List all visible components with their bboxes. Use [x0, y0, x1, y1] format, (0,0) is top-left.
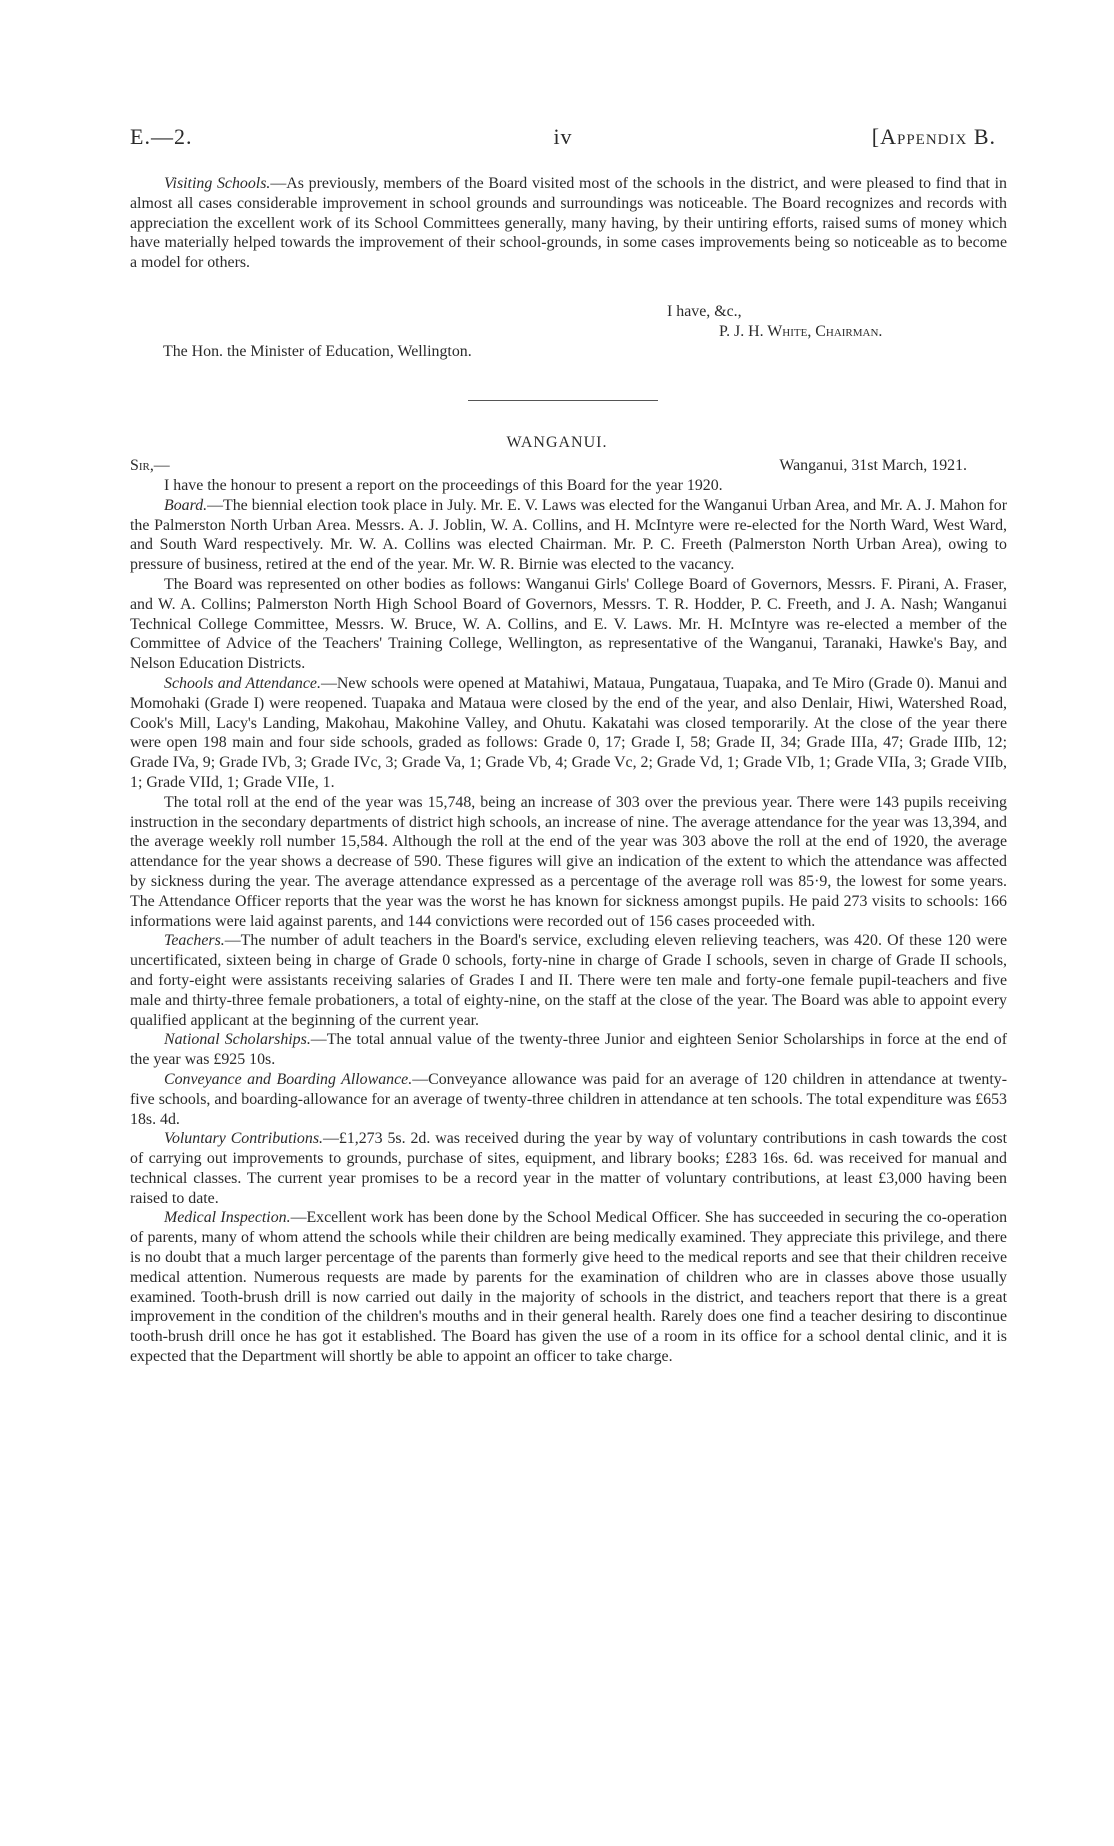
header-appendix-label: [Appendix B. [871, 124, 996, 149]
board-heading: Board. [164, 496, 208, 514]
signoff-signature: P. J. H. White, Chairman. [719, 323, 883, 340]
visiting-schools-text: —As previously, members of the Board visited most of the schools in the district, and were pleased to find that in almost all cases considerable improvement in school grounds and surroundings was noticeable. The Board recognizes and records with appreciation the excellent work of its School Committees generally, many having, by their untiring efforts, raised sums of money which have materially helped towards the improvement of their school-grounds, in some cases improvements being so noticeable as to become a model for others. [130, 175, 1008, 272]
medical-text: —Excellent work has been done by the School Medical Officer. She has succeeded in securing the co-operation of parents, many of whom attend the schools while their children are being medically examined. They appreciate this privilege, and there is no doubt that a much larger percentage of the parents than formerly give heed to the medical reports and see that their children receive medical attention. Numerous requests are made by parents for the examination of children who are in classes above those usually examined. Tooth-brush drill is now carried out daily in the majority of schools in the district, and teachers report that there is a great improvement in the condition of the children's mouths and in their general health. Rarely does one find a teacher desiring to discontinue tooth-brush drill once he has got it established. The Board has given the use of a room in its office for a school dental clinic, and it is expected that the Department will shortly be able to appoint an officer to take charge. [130, 1209, 1008, 1366]
scholarships-text: —The total annual value of the twenty-three Junior and eighteen Senior Scholarships in force at the end of the year was £925 10s. [130, 1031, 1007, 1069]
signoff-addressee: The Hon. the Minister of Education, Wellington. [163, 343, 472, 360]
signoff-have: I have, &c., [667, 303, 742, 320]
report-date: Wanganui, 31st March, 1921. [779, 457, 967, 474]
salutation-line [130, 456, 1007, 476]
teachers-paragraph [130, 931, 1007, 1030]
page-header [130, 124, 996, 154]
scholarships-heading: National Scholarships. [164, 1031, 311, 1049]
schools-paragraph [130, 674, 1007, 793]
medical-paragraph [130, 1208, 1007, 1366]
scholarships-paragraph [130, 1030, 1007, 1070]
header-document-code: E.—2. [130, 124, 193, 149]
schools-heading: Schools and Attendance. [164, 674, 321, 692]
represented-paragraph: The Board was represented on other bodies as follows: Wanganui Girls' College Board of Governors, Messrs. F. Pirani, A. Fraser, and W. A. Collins; Palmerston North High School Board of Governors, Messrs. T. R. Hodder, P. C. Freeth, and J. A. Nash; Wanganui Technical College Committee, Messrs. W. Bruce, W. A. Collins, and E. V. Laws. Mr. H. McIntyre was re-elected a member of the Committee of Advice of the Teachers' Training College, Wellington, as representative of the Wanganui, Taranaki, Hawke's Bay, and Nelson Education Districts. [130, 575, 1007, 673]
voluntary-text: —£1,273 5s. 2d. was received during the year by way of voluntary contributions in cash towards the cost of carrying out improvements to grounds, purchase of sites, equipment, and library books; £283 16s. 6d. was received for manual and technical classes. The current year promises to be a record year in the matter of voluntary contributions, at least £3,000 having been raised to date. [130, 1130, 1007, 1207]
voluntary-heading: Voluntary Contributions. [164, 1130, 323, 1148]
teachers-heading: Teachers. [164, 932, 225, 950]
visiting-schools-paragraph [130, 174, 1007, 273]
visiting-schools-heading: Visiting Schools. [164, 175, 271, 192]
wanganui-title: WANGANUI. [506, 434, 608, 451]
header-page-number: iv [553, 124, 573, 149]
conveyance-text: —Conveyance allowance was paid for an average of 120 children in attendance at twenty-five schools, and boarding-allowance for an average of twenty-three children in attendance at ten schools. The total expenditure was £653 18s. 4d. [130, 1070, 1007, 1128]
roll-paragraph: The total roll at the end of the year was 15,748, being an increase of 303 over the previous year. There were 143 pupils receiving instruction in the secondary departments of district high schools, an increase of nine. The average attendance for the year was 13,394, and the average weekly roll number 15,584. Although the roll at the end of the year was 303 above the roll at the end of 1920, the average attendance for the year shows a decrease of 590. These figures will give an indication of the extent to which the attendance was affected by sickness during the year. The average attendance expressed as a percentage of the average roll was 85·9, the lowest for some years. The Attendance Officer reports that the year was the worst he has known for sickness amongst pupils. He paid 273 visits to schools: 166 informations were laid against parents, and 144 convictions were recorded out of 156 cases proceeded with. [130, 793, 1007, 930]
schools-text: —New schools were opened at Matahiwi, Mataua, Pungataua, Tuapaka, and Te Miro (Grade 0). Manui and Momohaki (Grade I) were reopened. Tuapaka and Mataua were closed by the end of the year, and also Denlair, Hiwi, Watershed Road, Cook's Mill, Lacy's Landing, Makohau, Makohine Valley, and Ohutu. Kakatahi was closed temporarily. At the close of the year there were open 198 main and four side schools, graded as follows: Grade 0, 17; Grade I, 58; Grade II, 34; Grade IIIa, 47; Grade IIIb, 12; Grade IVa, 9; Grade IVb, 3; Grade IVc, 3; Grade Va, 1; Grade Vb, 4; Grade Vc, 2; Grade Vd, 1; Grade VIb, 1; Grade VIIa, 3; Grade VIIb, 1; Grade VIId, 1; Grade VIIe, 1. [130, 674, 1007, 791]
teachers-text: —The number of adult teachers in the Board's service, excluding eleven relieving teachers, was 420. Of these 120 were uncertificated, sixteen being in charge of Grade 0 schools, forty-nine in charge of Grade I schools, seven in charge of Grade II schools, and forty-eight were assistants receiving salaries of Grades I and II. There were ten male and forty-one female pupil-teachers and five male and thirty-three female probationers, a total of eighty-nine, on the staff at the close of the year. The Board was able to appoint every qualified applicant at the beginning of the current year. [130, 932, 1007, 1029]
medical-heading: Medical Inspection. [164, 1209, 291, 1227]
section-divider [468, 400, 658, 401]
wanganui-report-body [130, 476, 1007, 1367]
conveyance-paragraph [130, 1070, 1007, 1129]
voluntary-paragraph [130, 1129, 1007, 1208]
visiting-schools-section [130, 174, 1007, 273]
salutation: Sir,— [130, 457, 170, 474]
board-paragraph [130, 496, 1007, 575]
board-text: —The biennial election took place in July. Mr. E. V. Laws was elected for the Wanganui Urban Area, and Mr. A. J. Mahon for the Palmerston North Urban Area. Messrs. A. J. Joblin, W. A. Collins, and H. McIntyre were re-elected for the North Ward, West Ward, and South Ward respectively. Mr. W. A. Collins was elected Chairman. Mr. P. C. Freeth (Palmerston North Urban Area), owing to pressure of business, retired at the end of the year. Mr. W. R. Birnie was elected to the vacancy. [130, 496, 1007, 574]
intro-paragraph: I have the honour to present a report on the proceedings of this Board for the year 1920. [164, 477, 723, 494]
conveyance-heading: Conveyance and Boarding Allowance. [164, 1070, 413, 1088]
